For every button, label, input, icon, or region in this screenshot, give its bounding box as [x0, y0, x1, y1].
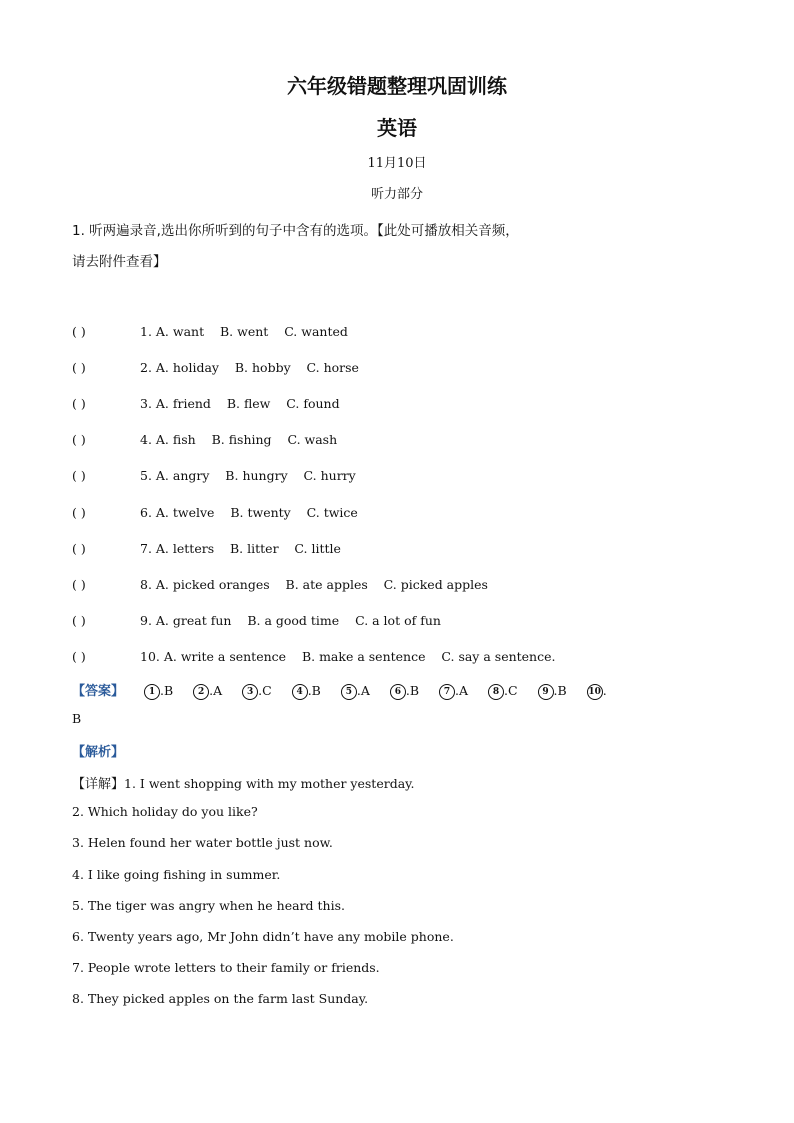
- circled-number: 2: [193, 684, 209, 700]
- answer-item: [390, 683, 419, 700]
- answer-value: .C: [258, 683, 272, 698]
- detail-line: [72, 773, 415, 792]
- circled-number: 7: [439, 684, 455, 700]
- option-text: 2. A. holiday B. hobby C. horse: [140, 360, 359, 375]
- option-row: [72, 360, 359, 375]
- answer-label: 【答案】: [72, 684, 125, 699]
- option-text: 10. A. write a sentence B. make a sentence C. say a sentence.: [140, 649, 556, 664]
- detail-line: 8. They picked apples on the farm last Sunday.: [72, 991, 369, 1006]
- detail-label: 【详解】: [72, 777, 125, 792]
- answer-value: .B: [307, 683, 321, 698]
- option-text: 8. A. picked oranges B. ate apples C. picked apples: [140, 577, 488, 592]
- answer-blank: ( ): [72, 649, 86, 664]
- answer-value: .C: [504, 683, 518, 698]
- answer-item: [341, 683, 370, 700]
- option-row: [72, 505, 358, 520]
- answer-row: [72, 680, 607, 700]
- detail-line: 5. The tiger was angry when he heard this.: [72, 898, 345, 913]
- option-text: 5. A. angry B. hungry C. hurry: [140, 468, 356, 483]
- detail-line: 6. Twenty years ago, Mr John didn’t have any mobile phone.: [72, 929, 454, 944]
- analysis-label: 【解析】: [72, 745, 125, 760]
- circled-number: 10: [587, 684, 603, 700]
- answer-item: [587, 683, 607, 700]
- answer-value: .B: [405, 683, 420, 698]
- answer-value: .A: [356, 683, 370, 698]
- option-text: 7. A. letters B. litter C. little: [140, 541, 341, 556]
- document-title: 六年级错题整理巩固训练: [287, 74, 507, 98]
- answer-value: .B: [160, 683, 174, 698]
- detail-line: 4. I like going fishing in summer.: [72, 867, 281, 882]
- answer-blank: ( ): [72, 541, 86, 556]
- option-row: [72, 541, 341, 556]
- question-instruction: 1. 听两遍录音,选出你所听到的句子中含有的选项。【此处可播放相关音频，: [72, 223, 519, 239]
- answer-blank: ( ): [72, 505, 86, 520]
- answer-blank: ( ): [72, 324, 86, 339]
- answer-blank: ( ): [72, 577, 86, 592]
- detail-line: 7. People wrote letters to their family or friends.: [72, 960, 380, 975]
- answer-item: [292, 683, 321, 700]
- answer-blank: ( ): [72, 468, 86, 483]
- option-text: 6. A. twelve B. twenty C. twice: [140, 505, 358, 520]
- detail-text: 1. I went shopping with my mother yesterday.: [124, 776, 415, 791]
- option-row: [72, 613, 441, 628]
- option-row: [72, 432, 337, 447]
- answer-blank: ( ): [72, 613, 86, 628]
- answer-item: [538, 683, 567, 700]
- circled-number: 6: [390, 684, 406, 700]
- circled-number: 3: [242, 684, 258, 700]
- option-row: [72, 324, 348, 339]
- question-instruction-cont: 请去附件查看】: [72, 254, 167, 270]
- answer-value: .A: [209, 683, 223, 698]
- answer-value: .B: [553, 683, 567, 698]
- option-row: [72, 649, 555, 664]
- answer-blank: ( ): [72, 396, 86, 411]
- answer-value: .: [602, 683, 607, 698]
- option-text: 9. A. great fun B. a good time C. a lot of fun: [140, 613, 441, 628]
- section-heading: 听力部分: [370, 187, 423, 202]
- circled-number: 8: [488, 684, 504, 700]
- answer-continuation: B: [72, 711, 82, 726]
- option-text: 3. A. friend B. flew C. found: [140, 396, 340, 411]
- answer-blank: ( ): [72, 432, 86, 447]
- option-row: [72, 396, 340, 411]
- option-text: 4. A. fish B. fishing C. wash: [140, 432, 338, 447]
- answer-item: [144, 683, 173, 700]
- answer-item: [439, 683, 468, 700]
- circled-number: 1: [144, 684, 160, 700]
- answer-item: [242, 683, 272, 700]
- option-row: [72, 468, 356, 483]
- detail-line: 3. Helen found her water bottle just now.: [72, 835, 333, 850]
- circled-number: 5: [341, 684, 357, 700]
- option-text: 1. A. want B. went C. wanted: [140, 324, 348, 339]
- answer-item: [193, 683, 222, 700]
- subject-heading: 英语: [377, 116, 417, 140]
- circled-number: 9: [538, 684, 554, 700]
- answer-value: .A: [455, 683, 469, 698]
- detail-line: 2. Which holiday do you like?: [72, 804, 258, 819]
- circled-number: 4: [292, 684, 308, 700]
- date-line: 11月10日: [367, 156, 427, 171]
- answer-item: [488, 683, 518, 700]
- answer-blank: ( ): [72, 360, 86, 375]
- option-row: [72, 577, 488, 592]
